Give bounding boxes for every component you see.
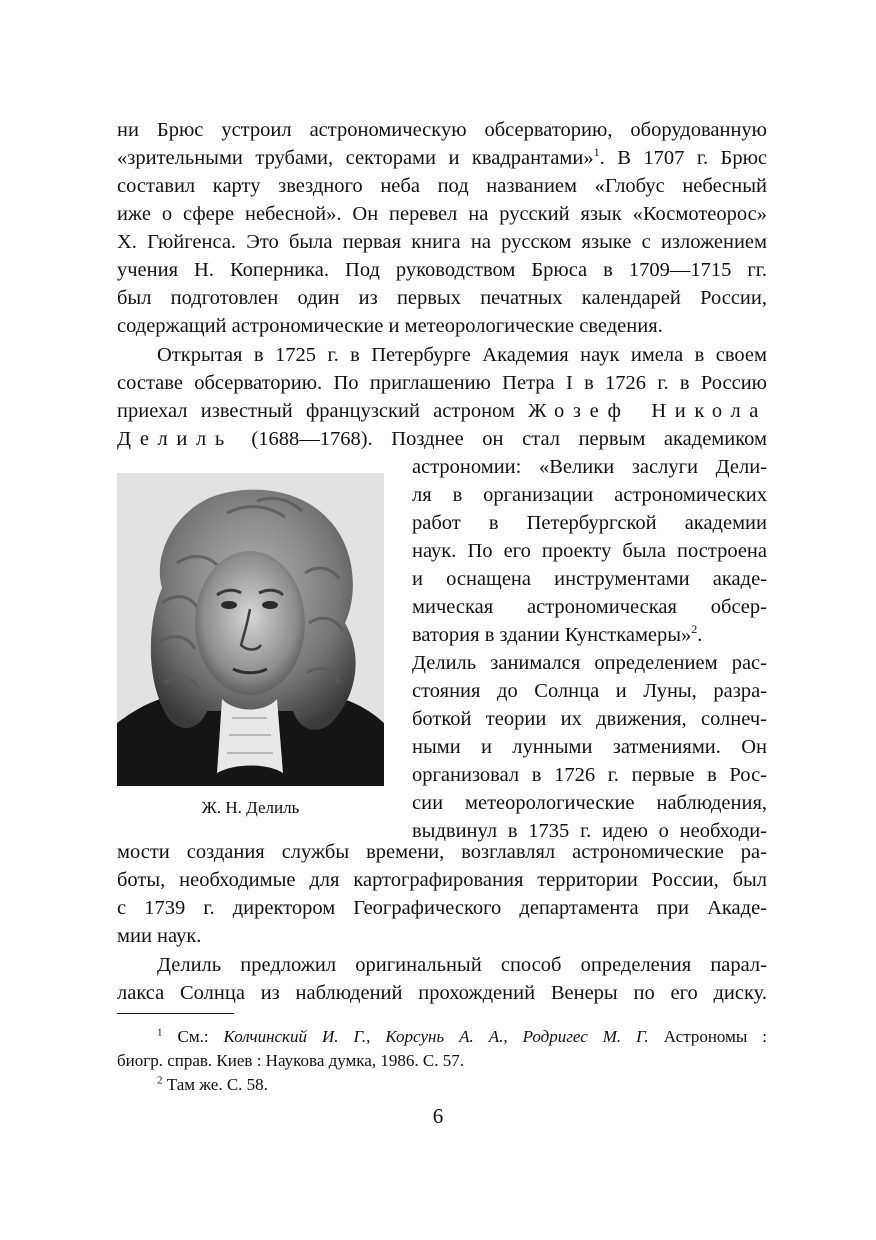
text-line: ными и лунными затмениями. Он	[412, 736, 767, 758]
text-line: лакса Солнца из наблюдений прохождений Венеры по его диску.	[117, 982, 767, 1004]
text-line: мическая астрономическая обсер-	[412, 596, 767, 618]
footnote-author: Родригес М. Г.	[522, 1027, 649, 1046]
portrait-image	[117, 473, 384, 786]
text-line: иже о сфере небесной». Он перевел на русский язык «Космотеорос»	[117, 203, 767, 225]
text-line: сии метеорологические наблюдения,	[412, 792, 767, 814]
text-line: содержащий астрономические и метеорологические сведения.	[117, 315, 663, 337]
text-line: ни Брюс устроил астрономическую обсерваторию, оборудованную	[117, 119, 767, 141]
text-line: мии наук.	[117, 925, 202, 947]
person-name-spaced: Жозеф Никола	[528, 400, 767, 422]
footnote-2	[157, 1073, 268, 1097]
text-line: был подготовлен один из первых печатных календарей России,	[117, 287, 767, 309]
text-line: астрономии: «Велики заслуги Дели-	[412, 456, 767, 478]
footnote-ref[interactable]: 2	[691, 622, 698, 637]
text-line: наук. По его проекту была построена	[412, 540, 767, 562]
quote-text: «зрительными трубами, секторами и квадрантами»	[117, 147, 594, 169]
text-line: Открытая в 1725 г. в Петербурге Академия наук имела в своем	[157, 344, 767, 366]
figure-caption: Ж. Н. Делиль	[201, 798, 300, 817]
footnote-prefix: См.:	[177, 1027, 209, 1046]
text-fragment: (1688—1768). Позднее он стал первым академиком	[251, 428, 768, 450]
text-line: Делиль занимался определением рас-	[412, 652, 767, 674]
text-line: составил карту звездного неба под названием «Глобус небесный	[117, 175, 767, 197]
text-fragment: .	[697, 624, 703, 646]
text-line: учения Н. Коперника. Под руководством Брюса в 1709—1715 гг.	[117, 259, 767, 281]
text-line: стояния до Солнца и Луны, разра-	[412, 680, 767, 702]
text-fragment: приехал известный французский астроном	[117, 400, 515, 422]
portrait-drawing	[117, 473, 384, 786]
text-line: боты, необходимые для картографирования территории России, был	[117, 869, 767, 891]
text-line: боткой теории их движения, солнеч-	[412, 708, 767, 730]
text-line	[117, 397, 767, 425]
text-line: Делиль предложил оригинальный способ определения парал-	[157, 954, 767, 976]
text-line: с 1739 г. директором Географического департамента при Акаде-	[117, 897, 767, 919]
footnote-marker: 1	[157, 1026, 163, 1039]
footnote-marker: 2	[157, 1074, 163, 1087]
text-line: организовал в 1726 г. первые в Рос-	[412, 764, 767, 786]
text-line	[412, 621, 767, 649]
footnote-separator	[117, 1013, 234, 1014]
footnote-author: Колчинский И. Г.	[223, 1027, 367, 1046]
text-fragment: . В 1707 г. Брюс	[599, 147, 767, 169]
text-line: составе обсерваторию. По приглашению Петра I в 1726 г. в Россию	[117, 372, 767, 394]
text-line	[117, 144, 767, 172]
footnote-1: $^1$ См.: Колчинский И. Г., Корсунь А. А., Родригес М. Г. Астрономы :	[157, 1026, 767, 1046]
page-number: 6	[432, 1104, 444, 1128]
text-line: Х. Гюйгенса. Это была первая книга на русском языке с изложением	[117, 231, 767, 253]
footnote-1-continued: биогр. справ. Киев : Наукова думка, 1986. С. 57.	[117, 1051, 464, 1070]
footnote-text: Там же. С. 58.	[166, 1075, 268, 1094]
text-line: работ в Петербургской академии	[412, 512, 767, 534]
person-name-spaced: Делиль	[117, 428, 233, 450]
text-line: и оснащена инструментами акаде-	[412, 568, 767, 590]
footnote-ref[interactable]: 1	[593, 145, 600, 160]
quote-text: ватория в здании Кунсткамеры»	[412, 624, 692, 646]
text-line: выдвинул в 1735 г. идею о необходи-	[412, 820, 767, 842]
footnote-author: Корсунь А. А.	[385, 1027, 504, 1046]
text-line: мости создания службы времени, возглавлял астрономические ра-	[117, 841, 767, 863]
text-line: ля в организации астрономических	[412, 484, 767, 506]
footnote-title: Астрономы :	[663, 1027, 767, 1046]
text-line	[117, 425, 767, 453]
